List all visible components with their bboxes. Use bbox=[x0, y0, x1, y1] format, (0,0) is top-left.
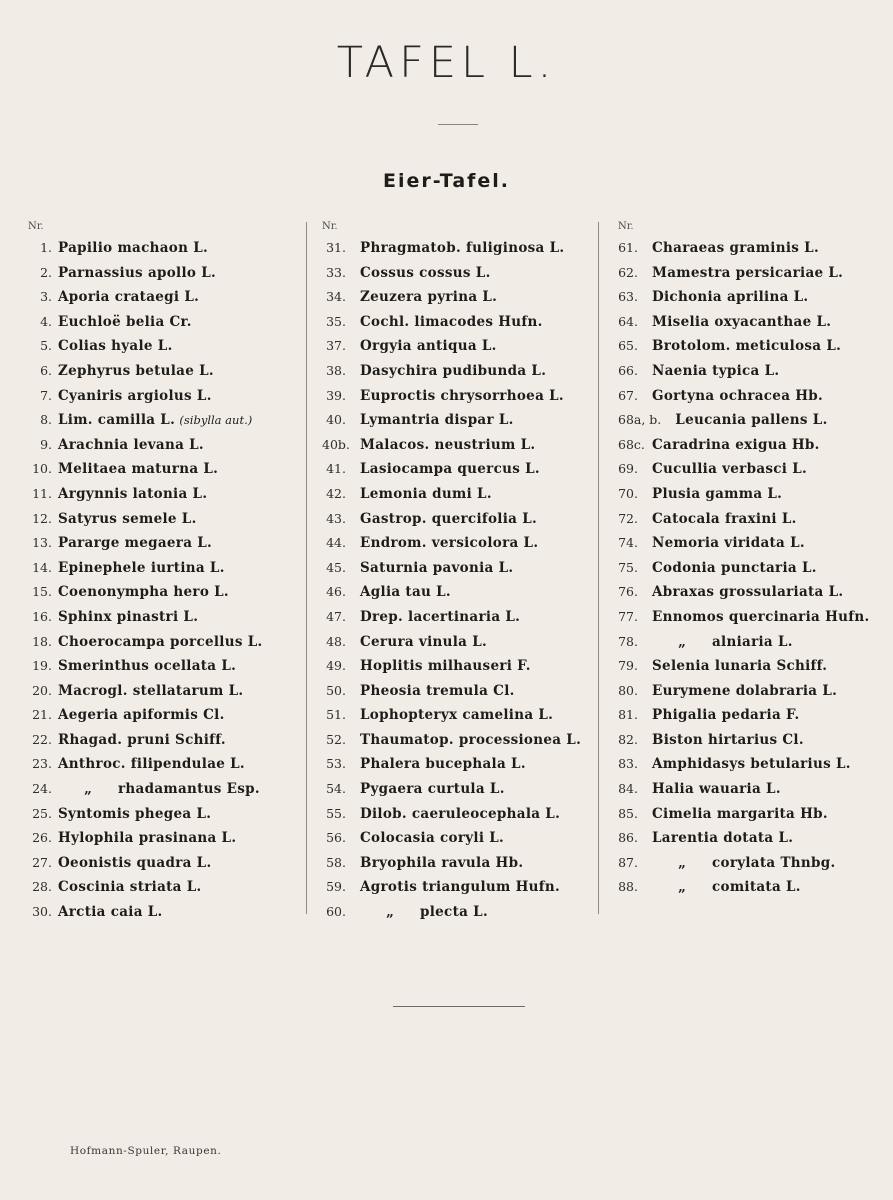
species-row bbox=[322, 703, 581, 728]
species-row bbox=[322, 580, 581, 605]
species-name: Hoplitis milhauseri F. bbox=[360, 658, 531, 675]
species-name: Gastrop. quercifolia L. bbox=[360, 510, 537, 527]
species-name: Codonia punctaria L. bbox=[652, 559, 817, 576]
species-name: comitata L. bbox=[712, 879, 801, 896]
species-number: 84. bbox=[618, 781, 638, 797]
species-number: 52. bbox=[326, 731, 346, 747]
species-row bbox=[28, 556, 263, 581]
species-row bbox=[28, 654, 263, 679]
species-number: 58. bbox=[326, 854, 346, 870]
species-row bbox=[322, 802, 581, 827]
species-number: 53. bbox=[326, 756, 346, 772]
species-row bbox=[322, 752, 581, 777]
species-number: 72. bbox=[618, 510, 638, 526]
species-number: 51. bbox=[326, 707, 346, 723]
species-name: Selenia lunaria Schiff. bbox=[652, 658, 828, 675]
species-number: 34. bbox=[326, 289, 346, 305]
species-row bbox=[322, 261, 581, 286]
species-name: Miselia oxyacanthae L. bbox=[652, 313, 832, 330]
species-row bbox=[322, 630, 581, 655]
species-name: Gortyna ochracea Hb. bbox=[652, 387, 824, 404]
species-name: Zeuzera pyrina L. bbox=[360, 289, 498, 306]
species-row bbox=[28, 433, 263, 458]
species-row bbox=[618, 433, 869, 458]
species-row bbox=[618, 802, 869, 827]
species-row bbox=[618, 236, 869, 261]
species-row bbox=[618, 334, 869, 359]
species-number: 6. bbox=[40, 362, 52, 378]
species-row bbox=[322, 900, 581, 925]
species-name: Syntomis phegea L. bbox=[58, 805, 212, 822]
species-name: Arachnia levana L. bbox=[58, 436, 204, 453]
species-number: 62. bbox=[618, 264, 638, 280]
species-number: 24. bbox=[32, 781, 52, 797]
species-number: 22. bbox=[32, 731, 52, 747]
species-name: Dasychira pudibunda L. bbox=[360, 362, 547, 379]
species-row bbox=[322, 679, 581, 704]
species-number: 81. bbox=[618, 707, 638, 723]
species-number: 79. bbox=[618, 658, 638, 674]
species-row bbox=[618, 654, 869, 679]
species-name: Biston hirtarius Cl. bbox=[652, 731, 804, 748]
species-name: Malacos. neustrium L. bbox=[360, 436, 536, 453]
species-name: Rhagad. pruni Schiff. bbox=[58, 731, 226, 748]
species-number: 40. bbox=[326, 412, 346, 428]
species-row bbox=[28, 359, 263, 384]
species-name: Sphinx pinastri L. bbox=[58, 608, 199, 625]
species-number: 68c. bbox=[618, 436, 645, 452]
species-number: 14. bbox=[32, 559, 52, 575]
species-number: 38. bbox=[326, 362, 346, 378]
species-name: Lymantria dispar L. bbox=[360, 412, 514, 429]
species-name: Catocala fraxini L. bbox=[652, 510, 797, 527]
column-divider bbox=[598, 222, 599, 914]
species-row bbox=[618, 826, 869, 851]
species-number: 66. bbox=[618, 362, 638, 378]
species-number: 65. bbox=[618, 338, 638, 354]
species-number: 76. bbox=[618, 584, 638, 600]
species-number: 78. bbox=[618, 633, 638, 649]
species-row bbox=[322, 310, 581, 335]
species-number: 48. bbox=[326, 633, 346, 649]
species-name: Charaeas graminis L. bbox=[652, 240, 819, 256]
species-row bbox=[28, 310, 263, 335]
species-row bbox=[28, 875, 263, 900]
species-row bbox=[618, 482, 869, 507]
column-divider bbox=[306, 222, 307, 914]
species-name: Euproctis chrysorrhoea L. bbox=[360, 387, 564, 404]
species-number: 47. bbox=[326, 608, 346, 624]
species-name: Colias hyale L. bbox=[58, 338, 173, 355]
species-row bbox=[618, 605, 869, 630]
species-number: 39. bbox=[326, 387, 346, 403]
species-number: 87. bbox=[618, 854, 638, 870]
species-row bbox=[322, 728, 581, 753]
species-name: Anthroc. filipendulae L. bbox=[58, 756, 245, 773]
species-number: 4. bbox=[40, 313, 52, 329]
species-number: 70. bbox=[618, 485, 638, 501]
species-name: Aporia crataegi L. bbox=[58, 289, 200, 306]
species-number: 9. bbox=[40, 436, 52, 452]
species-name: Cerura vinula L. bbox=[360, 633, 487, 650]
species-row bbox=[322, 285, 581, 310]
species-name: Zephyrus betulae L. bbox=[58, 362, 214, 379]
species-row bbox=[28, 802, 263, 827]
species-row bbox=[28, 679, 263, 704]
species-row bbox=[322, 875, 581, 900]
species-row bbox=[618, 359, 869, 384]
species-name: Thaumatop. processionea L. bbox=[360, 731, 582, 748]
ditto-mark: „ bbox=[678, 879, 686, 896]
species-name: Abraxas grossulariata L. bbox=[652, 584, 844, 601]
species-column-2 bbox=[322, 218, 581, 925]
species-row bbox=[618, 728, 869, 753]
species-name: Saturnia pavonia L. bbox=[360, 559, 514, 576]
species-name: Cossus cossus L. bbox=[360, 264, 491, 281]
species-row bbox=[618, 408, 869, 433]
species-name: plecta L. bbox=[420, 904, 488, 921]
species-row bbox=[322, 851, 581, 876]
species-name: Dichonia aprilina L. bbox=[652, 289, 809, 306]
species-number: 75. bbox=[618, 559, 638, 575]
species-row bbox=[322, 654, 581, 679]
species-number: 88. bbox=[618, 879, 638, 895]
species-name: Bryophila ravula Hb. bbox=[360, 854, 524, 871]
ditto-mark: „ bbox=[678, 854, 686, 871]
species-number: 44. bbox=[326, 535, 346, 551]
species-name: Lemonia dumi L. bbox=[360, 485, 492, 502]
species-row bbox=[322, 236, 581, 261]
species-row bbox=[322, 457, 581, 482]
species-name: Nemoria viridata L. bbox=[652, 535, 805, 552]
species-number: 18. bbox=[32, 633, 52, 649]
species-row bbox=[618, 507, 869, 532]
species-number: 1. bbox=[40, 240, 52, 255]
species-number: 54. bbox=[326, 781, 346, 797]
species-name: Amphidasys betularius L. bbox=[652, 756, 851, 773]
species-row bbox=[28, 384, 263, 409]
species-row bbox=[322, 482, 581, 507]
species-number: 49. bbox=[326, 658, 346, 674]
species-row bbox=[322, 531, 581, 556]
species-name: Phragmatob. fuliginosa L. bbox=[360, 240, 565, 256]
nr-header: Nr. bbox=[28, 221, 44, 232]
species-name: Pheosia tremula Cl. bbox=[360, 682, 515, 699]
species-number: 11. bbox=[32, 485, 52, 501]
species-row bbox=[618, 261, 869, 286]
species-name: Argynnis latonia L. bbox=[58, 485, 208, 502]
species-name: Drep. lacertinaria L. bbox=[360, 608, 521, 625]
species-number: 82. bbox=[618, 731, 638, 747]
species-column-1 bbox=[28, 218, 263, 925]
species-number: 42. bbox=[326, 485, 346, 501]
species-number: 55. bbox=[326, 805, 346, 821]
species-number: 10. bbox=[32, 461, 52, 477]
species-row bbox=[322, 433, 581, 458]
species-name: Pygaera curtula L. bbox=[360, 781, 505, 798]
species-number: 31. bbox=[326, 240, 346, 255]
species-row bbox=[322, 359, 581, 384]
species-name: Parnassius apollo L. bbox=[58, 264, 216, 281]
species-number: 77. bbox=[618, 608, 638, 624]
species-row bbox=[28, 728, 263, 753]
species-name: Coenonympha hero L. bbox=[58, 584, 229, 601]
species-name: Lim. camilla L. bbox=[58, 412, 176, 429]
species-row bbox=[28, 605, 263, 630]
species-name: Plusia gamma L. bbox=[652, 485, 783, 502]
species-row bbox=[28, 334, 263, 359]
species-name: Mamestra persicariae L. bbox=[652, 264, 844, 281]
species-row bbox=[322, 384, 581, 409]
species-number: 45. bbox=[326, 559, 346, 575]
species-number: 2. bbox=[40, 264, 52, 280]
footer-imprint: Hofmann-Spuler, Raupen. bbox=[70, 1145, 222, 1157]
species-row bbox=[618, 703, 869, 728]
species-name: Ennomos quercinaria Hufn. bbox=[652, 608, 870, 625]
species-name: Larentia dotata L. bbox=[652, 830, 794, 847]
species-name: Arctia caia L. bbox=[58, 904, 163, 921]
page-subtitle: Eier-Tafel. bbox=[382, 170, 511, 192]
species-row bbox=[28, 703, 263, 728]
species-name: Orgyia antiqua L. bbox=[360, 338, 497, 355]
species-number: 28. bbox=[32, 879, 52, 895]
species-row bbox=[322, 408, 581, 433]
species-name: Epinephele iurtina L. bbox=[58, 559, 225, 576]
species-row bbox=[618, 875, 869, 900]
species-number: 43. bbox=[326, 510, 346, 526]
species-row bbox=[618, 531, 869, 556]
species-number: 33. bbox=[326, 264, 346, 280]
species-number: 60. bbox=[326, 904, 346, 920]
nr-header: Nr. bbox=[322, 221, 338, 232]
species-number: 3. bbox=[40, 289, 52, 305]
species-row bbox=[618, 310, 869, 335]
species-number: 16. bbox=[32, 608, 52, 624]
species-name: Eurymene dolabraria L. bbox=[652, 682, 838, 699]
species-name: Naenia typica L. bbox=[652, 362, 780, 379]
species-name: Caradrina exigua Hb. bbox=[652, 436, 820, 453]
species-number: 46. bbox=[326, 584, 346, 600]
species-number: 25. bbox=[32, 805, 52, 821]
species-number: 63. bbox=[618, 289, 638, 305]
species-number: 27. bbox=[32, 854, 52, 870]
species-name: Aegeria apiformis Cl. bbox=[58, 707, 225, 724]
species-number: 56. bbox=[326, 830, 346, 846]
species-row bbox=[28, 482, 263, 507]
species-row bbox=[322, 826, 581, 851]
species-row bbox=[618, 777, 869, 802]
species-number: 68a, b. bbox=[618, 412, 662, 428]
species-name: rhadamantus Esp. bbox=[118, 781, 260, 798]
species-row bbox=[28, 457, 263, 482]
species-number: 69. bbox=[618, 461, 638, 477]
species-name: alniaria L. bbox=[712, 633, 793, 650]
species-number: 30. bbox=[32, 904, 52, 920]
species-row bbox=[28, 507, 263, 532]
species-number: 74. bbox=[618, 535, 638, 551]
species-name: Macrogl. stellatarum L. bbox=[58, 682, 244, 699]
species-name: Cochl. limacodes Hufn. bbox=[360, 313, 543, 330]
species-name: Cyaniris argiolus L. bbox=[58, 387, 212, 404]
species-row bbox=[618, 457, 869, 482]
species-name: Endrom. versicolora L. bbox=[360, 535, 539, 552]
species-number: 19. bbox=[32, 658, 52, 674]
species-row bbox=[618, 384, 869, 409]
species-row bbox=[618, 851, 869, 876]
species-row bbox=[28, 236, 263, 261]
species-name: Melitaea maturna L. bbox=[58, 461, 219, 478]
species-number: 26. bbox=[32, 830, 52, 846]
species-row bbox=[28, 261, 263, 286]
species-name: Leucania pallens L. bbox=[675, 412, 828, 429]
species-row bbox=[28, 630, 263, 655]
species-number: 41. bbox=[326, 461, 346, 477]
species-name: Colocasia coryli L. bbox=[360, 830, 505, 847]
species-name: Smerinthus ocellata L. bbox=[58, 658, 237, 675]
species-row bbox=[28, 900, 263, 925]
species-row bbox=[28, 777, 263, 802]
ditto-mark: „ bbox=[84, 781, 92, 798]
species-row bbox=[322, 334, 581, 359]
species-name: Pararge megaera L. bbox=[58, 535, 213, 552]
species-column-3 bbox=[618, 218, 869, 900]
species-row bbox=[28, 408, 263, 433]
species-number: 83. bbox=[618, 756, 638, 772]
species-name: Dilob. caeruleocephala L. bbox=[360, 805, 561, 822]
species-row bbox=[618, 580, 869, 605]
species-name: Coscinia striata L. bbox=[58, 879, 202, 896]
ditto-mark: „ bbox=[678, 633, 686, 650]
nr-header: Nr. bbox=[618, 221, 634, 232]
species-number: 21. bbox=[32, 707, 52, 723]
species-row bbox=[28, 851, 263, 876]
species-row bbox=[28, 580, 263, 605]
species-name: Agrotis triangulum Hufn. bbox=[360, 879, 561, 896]
species-number: 80. bbox=[618, 682, 638, 698]
species-number: 23. bbox=[32, 756, 52, 772]
species-row bbox=[618, 679, 869, 704]
species-number: 67. bbox=[618, 387, 638, 403]
species-row bbox=[618, 630, 869, 655]
species-row bbox=[322, 605, 581, 630]
page-title: TAFEL L. bbox=[336, 38, 557, 88]
species-row bbox=[28, 826, 263, 851]
species-note: (sibylla aut.) bbox=[179, 413, 253, 428]
species-number: 40b. bbox=[322, 436, 350, 452]
species-name: Satyrus semele L. bbox=[58, 510, 197, 527]
species-number: 12. bbox=[32, 510, 52, 526]
species-number: 86. bbox=[618, 830, 638, 846]
species-row bbox=[618, 556, 869, 581]
species-row bbox=[618, 752, 869, 777]
species-row bbox=[28, 531, 263, 556]
species-row bbox=[618, 285, 869, 310]
species-number: 8. bbox=[40, 412, 52, 428]
species-row bbox=[322, 507, 581, 532]
species-name: Halia wauaria L. bbox=[652, 781, 781, 798]
species-name: Cucullia verbasci L. bbox=[652, 461, 808, 478]
ditto-mark: „ bbox=[386, 904, 394, 921]
species-name: Lasiocampa quercus L. bbox=[360, 461, 540, 478]
species-name: Euchloë belia Cr. bbox=[58, 313, 192, 330]
species-number: 13. bbox=[32, 535, 52, 551]
species-name: Oeonistis quadra L. bbox=[58, 854, 212, 871]
species-name: Aglia tau L. bbox=[360, 584, 451, 601]
species-number: 50. bbox=[326, 682, 346, 698]
species-number: 64. bbox=[618, 313, 638, 329]
species-name: Papilio machaon L. bbox=[58, 240, 208, 256]
species-number: 15. bbox=[32, 584, 52, 600]
species-row bbox=[322, 556, 581, 581]
species-number: 37. bbox=[326, 338, 346, 354]
species-row bbox=[322, 777, 581, 802]
species-number: 61. bbox=[618, 240, 638, 255]
title-divider bbox=[438, 124, 478, 125]
species-name: Hylophila prasinana L. bbox=[58, 830, 237, 847]
species-number: 35. bbox=[326, 313, 346, 329]
species-number: 20. bbox=[32, 682, 52, 698]
species-name: Cimelia margarita Hb. bbox=[652, 805, 828, 822]
species-name: corylata Thnbg. bbox=[712, 854, 836, 871]
species-number: 5. bbox=[40, 338, 52, 354]
bottom-divider bbox=[393, 1006, 525, 1007]
species-name: Phalera bucephala L. bbox=[360, 756, 526, 773]
species-number: 7. bbox=[40, 387, 52, 403]
species-row bbox=[28, 752, 263, 777]
species-name: Choerocampa porcellus L. bbox=[58, 633, 263, 650]
species-number: 85. bbox=[618, 805, 638, 821]
species-name: Phigalia pedaria F. bbox=[652, 707, 800, 724]
species-number: 59. bbox=[326, 879, 346, 895]
species-row bbox=[28, 285, 263, 310]
species-name: Brotolom. meticulosa L. bbox=[652, 338, 842, 355]
species-name: Lophopteryx camelina L. bbox=[360, 707, 554, 724]
